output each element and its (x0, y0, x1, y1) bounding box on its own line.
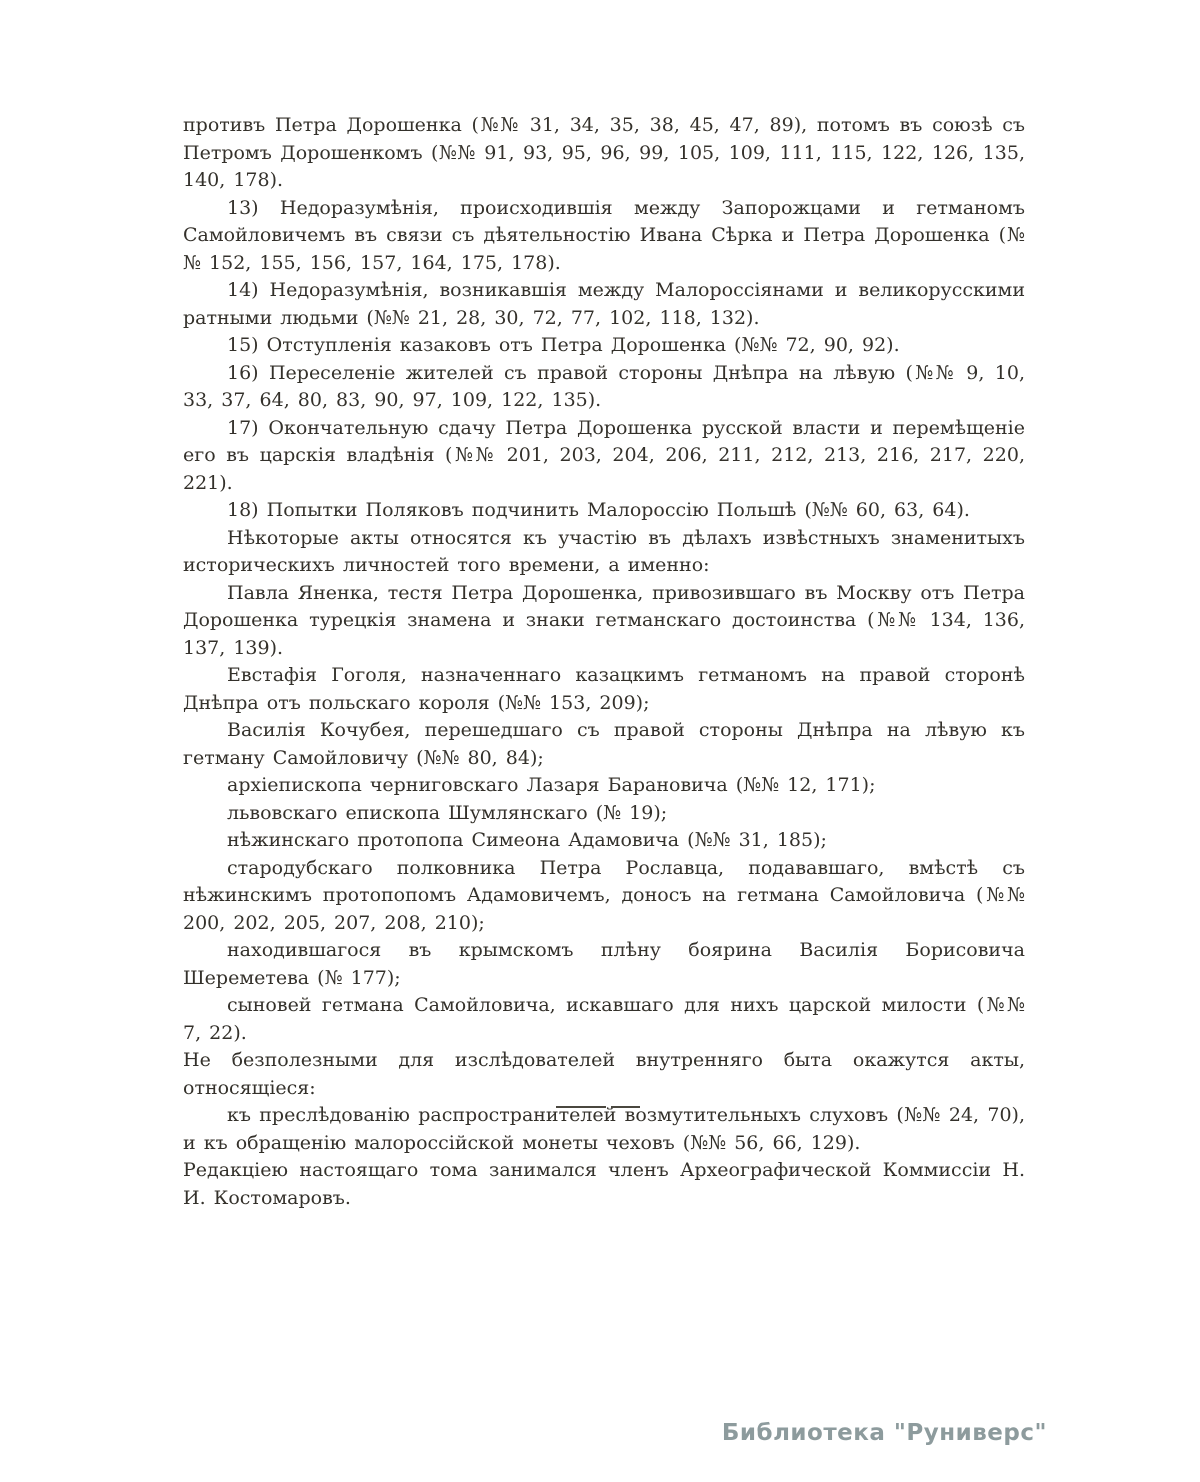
paragraph: 16) Переселеніе жителей съ правой стороны Днѣпра на лѣвую (№№ 9, 10, 33, 37, 64, 80, 83, 90, 97, 109, 122, 135). (183, 361, 1025, 411)
paragraph: 13) Недоразумѣнія, происходившія между Запорожцами и гетманомъ Самойловичемъ въ связи съ дѣятельностію Ивана Сѣрка и Петра Дорошенка (№№ 152, 155, 156, 157, 164, 175, 178). (183, 196, 1025, 274)
paragraph: Василія Кочубея, перешедшаго съ правой стороны Днѣпра на лѣвую къ гетману Самойловичу (№№ 80, 84); (183, 719, 1025, 769)
text-block (183, 112, 1025, 1212)
paragraph: 15) Отступленія казаковъ отъ Петра Дорошенка (№№ 72, 90, 92). (227, 334, 900, 356)
paragraph: нѣжинскаго протопопа Симеона Адамовича (№№ 31, 185); (227, 829, 827, 851)
paragraph: противъ Петра Дорошенка (№№ 31, 34, 35, 38, 45, 47, 89), потомъ въ союзѣ съ Петромъ Дорошенкомъ (№№ 91, 93, 95, 96, 99, 105, 109, 111, 115, 122, 126, 135, 140, 178). (183, 114, 1025, 191)
divider-dash (611, 1106, 640, 1108)
paragraph: сыновей гетмана Самойловича, искавшаго для нихъ царской милости (№№ 7, 22). (183, 994, 1025, 1044)
paragraph: 18) Попытки Поляковъ подчинить Малороссію Польшѣ (№№ 60, 63, 64). (227, 499, 970, 521)
section-divider (556, 1106, 640, 1108)
library-watermark: Библиотека "Руниверс" (721, 1420, 1047, 1446)
paragraph: находившагося въ крымскомъ плѣну боярина Василія Борисовича Шереметева (№ 177); (183, 939, 1025, 989)
paragraph: Редакціею настоящаго тома занимался членъ Археографической Коммиссіи Н. И. Костомаровъ. (183, 1159, 1025, 1209)
paragraph: Не безполезными для изслѣдователей внутренняго быта окажутся акты, относящіеся: (183, 1049, 1025, 1099)
paragraph: стародубскаго полковника Петра Рославца, подававшаго, вмѣстѣ съ нѣжинскимъ протопопомъ Адамовичемъ, доносъ на гетмана Самойловича (№№ 200, 202, 205, 207, 208, 210); (183, 856, 1025, 934)
paragraph: 14) Недоразумѣнія, возникавшія между Малороссіянами и великорусскими ратными людьми (№№ 21, 28, 30, 72, 77, 102, 118, 132). (183, 279, 1025, 329)
paragraph: 17) Окончательную сдачу Петра Дорошенка русской власти и перемѣщеніе его въ царскія владѣнія (№№ 201, 203, 204, 206, 211, 212, 213, 216, 217, 220, 221). (183, 416, 1025, 494)
paragraph: львовскаго епископа Шумлянскаго (№ 19); (227, 801, 668, 824)
paragraph: Павла Яненка, тестя Петра Дорошенка, привозившаго въ Москву отъ Петра Дорошенка турецкія знамена и знаки гетманскаго достоинства (№№ 134, 136, 137, 139). (183, 581, 1025, 659)
paragraph: къ преслѣдованію распространителей возмутительныхъ слуховъ (№№ 24, 70), и къ обращенію малороссійской монеты чеховъ (№№ 56, 66, 129). (183, 1104, 1025, 1154)
paragraph: архіепископа черниговскаго Лазаря Барановича (№№ 12, 171); (227, 774, 876, 796)
divider-dash (556, 1106, 606, 1108)
paragraph: Нѣкоторые акты относятся къ участію въ дѣлахъ извѣстныхъ знаменитыхъ историческихъ личностей того времени, а именно: (183, 526, 1025, 576)
paragraph: Евстафія Гоголя, назначеннаго казацкимъ гетманомъ на правой сторонѣ Днѣпра отъ польскаго короля (№№ 153, 209); (183, 664, 1025, 714)
